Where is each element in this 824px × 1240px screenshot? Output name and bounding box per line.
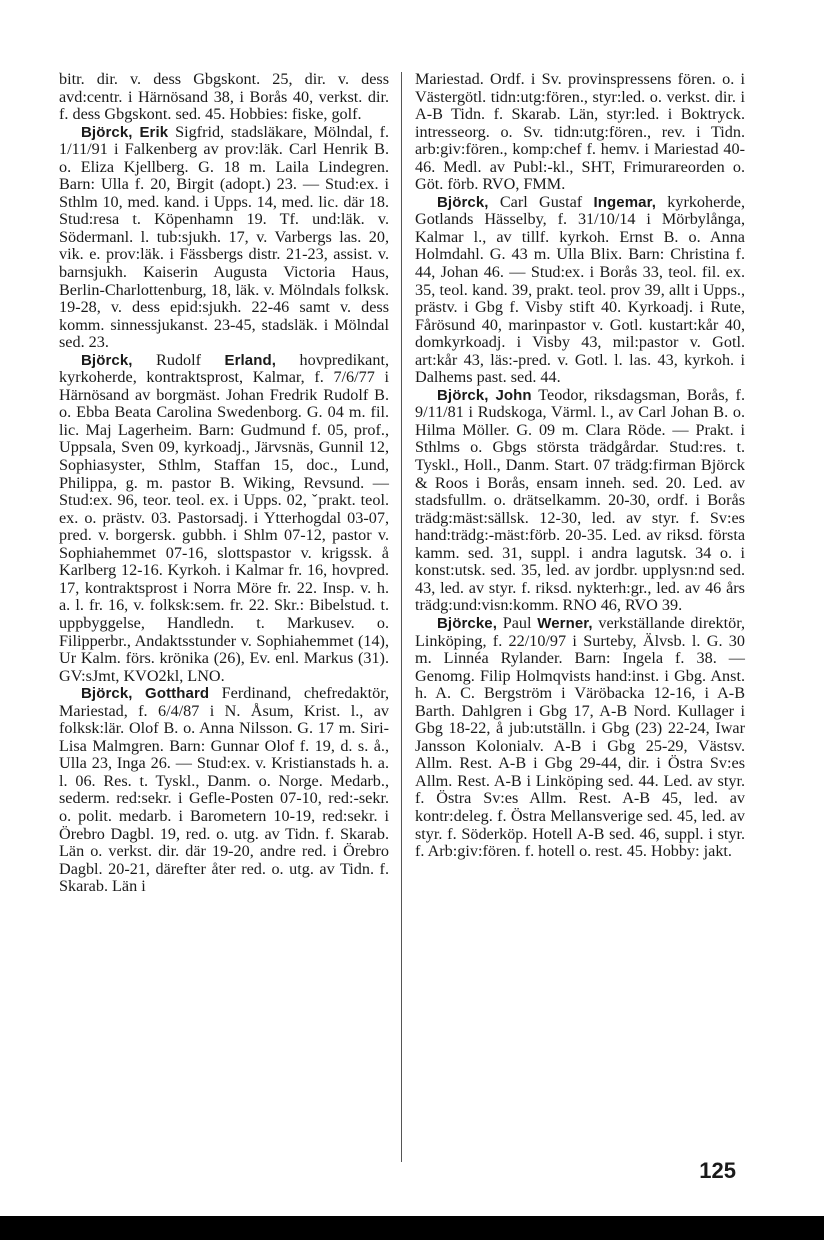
right-column xyxy=(415,71,745,861)
entry-text: Sigfrid, stadsläkare, Mölndal, f. 1/11/91 i Falkenberg av prov:läk. Carl Henrik B. o. Eliza Kjellberg. G. 18 m. Laila Lindegren. Barn: Ulla f. 20, Birgit (adopt.) 23. — Stud:ex. i Sthlm 10, med. kand. i Upps. 14, med. lic. där 18. Stud:resa t. Köpenhamn 19. Tf. und:läk. v. Södermanl. l. tub:sjukh. 17, v. Varbergs las. 20, vik. e. prov:läk. i Fässbergs distr. 21-23, assist. v. barnsjukh. Kaiserin Augusta Victoria Haus, Berlin-Charlottenburg, 18, läk. v. Mölndals folksk. 19-28, v. dess epid:sjukh. 22-46 samt v. dess komm. sinnessjukanst. 23-45, stadsläk. i Mölndal sed. 23. xyxy=(59,122,390,352)
entry-text: verkställande direktör, Linköping, f. 22/10/97 i Surteby, Älvsb. l. G. 30 m. Linnéa Rylander. Barn: Ingela f. 38. — Genomg. Filip Holmqvists hand:inst. i Gbg. Anst. h. A. C. Bergström i Väröbacka 12-16, i A-B Barth. Dahlgren i Gbg 17, A-B Nord. Kullager i Gbg 18-22, å jub:utställn. i Gbg (23) 22-24, Iwar Jansson Kolonialv. A-B i Gbg 25-29, Västsv. Allm. Rest. A-B i Gbg 29-44, dir. i Östra Sv:es Allm. Rest. A-B i Linköping sed. 44. Led. av styr. f. Östra Sv:es Allm. Rest. A-B 45, led. av kontr:deleg. f. Östra Mellansverige sed. 45, led. av styr. f. Söderköp. Hotell A-B sed. 46, suppl. i styr. f. Arb:giv:fören. f. hotell o. rest. 45. Hobby: jakt. xyxy=(415,613,746,861)
entry-given-name: Rudolf xyxy=(156,350,202,369)
entry-surname: Björck, xyxy=(437,193,489,211)
left-column xyxy=(59,71,389,896)
entry-surname: Björck, xyxy=(81,685,133,703)
entry-bjorck-erik xyxy=(59,124,389,352)
entry-bjorck-ingemar xyxy=(415,194,745,387)
entry-bjorcke-paul-werner xyxy=(415,615,745,861)
entry-text: kyrkoherde, Gotlands Hässelby, f. 31/10/14 i Mörbylånga, Kalmar l., av tillf. kyrkoh. Ernst B. o. Anna Holmdahl. G. 43 m. Ulla Blix. Barn: Christina f. 44, Johan 46. — Stud:ex. i Borås 33, teol. fil. ex. 35, teol. kand. 39, prakt. teol. prov 39, allt i Upps., prästv. i Gbg f. Visby stift 40. Kyrkoadj. i Rute, Fårösund 40, marinpastor v. Gotl. kustart:kår 40, domkyrkoadj. i Visby 43, mil:pastor v. Gotl. art:kår 43, läs:-pred. v. Gotl. l. las. 43, kyrkoh. i Dalhems past. sed. 44. xyxy=(415,192,746,387)
entry-given-name: Paul xyxy=(502,613,532,632)
entry-text: Teodor, riksdagsman, Borås, f. 9/11/81 i Rudskoga, Värml. l., av Carl Johan B. o. Hilma Möller. G. 09 m. Clara Röde. — Prakt. i Sthlms o. Gbgs största trädgårdar. Stud:res. t. Tyskl., Holl., Danm. Start. 07 trädg:firman Björck & Roos i Borås, ensam inneh. sed. 20. Led. av stadsfullm. o. drätselkamm. 20-30, ordf. i Borås trädg:mäst:sällsk. 12-30, led. av styr. f. Sv:es hand:trädg:-mäst:förb. 20-35. Led. av riksd. första kamm. sed. 31, suppl. i andra lagutsk. 34 o. i konst:utsk. sed. 35, led. av jordbr. upplysn:nd sed. 43, led. av styr. f. riksd. nykterh:gr., led. av 46 års trädg:und:visn:komm. RNO 46, RVO 39. xyxy=(415,385,745,615)
entry-continuation: bitr. dir. v. dess Gbgskont. 25, dir. v. dess avd:centr. i Härnösand 38, i Borås 40, verkst. dir. f. dess Gbgskont. sed. 45. Hobbies: fiske, golf. xyxy=(59,70,389,124)
entry-given-name: Erik xyxy=(139,123,169,141)
entry-text: hovpredikant, kyrkoherde, kontraktsprost, Kalmar, f. 7/6/77 i Härnösand av borgmäst. Johan Fredrik Rudolf B. o. Ebba Beata Carolina Swedenborg. G. 04 m. fil. lic. Maj Lagerheim. Barn: Gudmund f. 05, prof., Uppsala, Sven 09, kyrkoadj., Järvsnäs, Gunnil 12, Sophiasyster, Sthlm, Staffan 15, doc., Lund, Philippa, g. m. pastor B. Wiking, Revsund. — Stud:ex. 96, teor. teol. ex. i Upps. 02, ˇprakt. teol. ex. o. prästv. 03. Pastorsadj. i Ytterhogdal 03-07, pred. v. borgersk. gubbh. i Shlm 07-12, pastor v. Sophiahemmet 07-16, slottspastor v. krigssk. å Karlberg 12-16. Kyrkoh. i Kalmar fr. 16, hovpred. 17, kontraktsprost i Norra Möre fr. 22. Insp. v. h. a. l. fr. 16, v. folksk:sem. fr. 22. Skr.: Bibelstud. t. uppbyggelse, Handledn. t. Markusev. o. Filipperbr., Andaktsstunder v. Sophiahemmet (14), Ur Kalm. förs. krönika (26), Ev. enl. Markus (31). GV:sJmt, KVO2kl, LNO. xyxy=(59,350,389,685)
entry-text: Ferdinand, chefredaktör, Mariestad, f. 6/4/87 i N. Åsum, Krist. l., av folksk:lär. Olof B. o. Anna Nilsson. G. 17 m. Siri-Lisa Malmgren. Barn: Gunnar Olof f. 19, d. s. å., Ulla 23, Inga 26. — Stud:ex. v. Kristianstads h. a. l. 06. Res. t. Tyskl., Danm. o. Norge. Medarb., sederm. red:sekr. i Gefle-Posten 07-10, red:-sekr. o. polit. medarb. i Barometern 10-19, red:sekr. i Örebro Dagbl. 19, red. o. utg. av Tidn. f. Skarab. Län o. verkst. dir. där 19-20, andre red. i Örebro Dagbl. 20-21, därefter åter red. o. utg. av Tidn. f. Skarab. Län i xyxy=(59,684,390,896)
entry-surname: Björck, xyxy=(81,123,133,141)
page-number: 125 xyxy=(699,1158,736,1183)
scan-edge-bar xyxy=(0,1216,824,1240)
entry-bjorck-john xyxy=(415,387,745,615)
entry-given-name: Gotthard xyxy=(145,685,210,703)
entry-surname: Björck, xyxy=(81,351,133,369)
entry-surname: Björck, xyxy=(437,386,489,404)
entry-continuation: Mariestad. Ordf. i Sv. provinspressens fören. o. i Västergötl. tidn:utg:fören., styr:led. o. verkst. dir. i A-B Tidn. f. Skarab. Län, styr:led. i Boktryck. intresseorg. o. Sv. tidn:utg:fören., rev. i Tidn. arb:giv:fören., komp:chef f. hemv. i Mariestad 40-46. Medl. av Publ:-kl., SHT, Frimurareorden o. Göt. förb. RVO, FMM. xyxy=(415,70,745,194)
entry-bjorck-rudolf-erland xyxy=(59,352,389,685)
column-divider xyxy=(401,72,402,1162)
entry-call-name: Ingemar, xyxy=(593,193,656,211)
entry-bjorck-gotthard xyxy=(59,685,389,896)
entry-call-name: Werner, xyxy=(537,614,593,632)
entry-surname: Björcke, xyxy=(437,614,497,632)
entry-given-name: Carl Gustaf xyxy=(499,192,583,211)
entry-call-name: Erland, xyxy=(224,351,277,369)
entry-given-name: John xyxy=(495,386,532,404)
